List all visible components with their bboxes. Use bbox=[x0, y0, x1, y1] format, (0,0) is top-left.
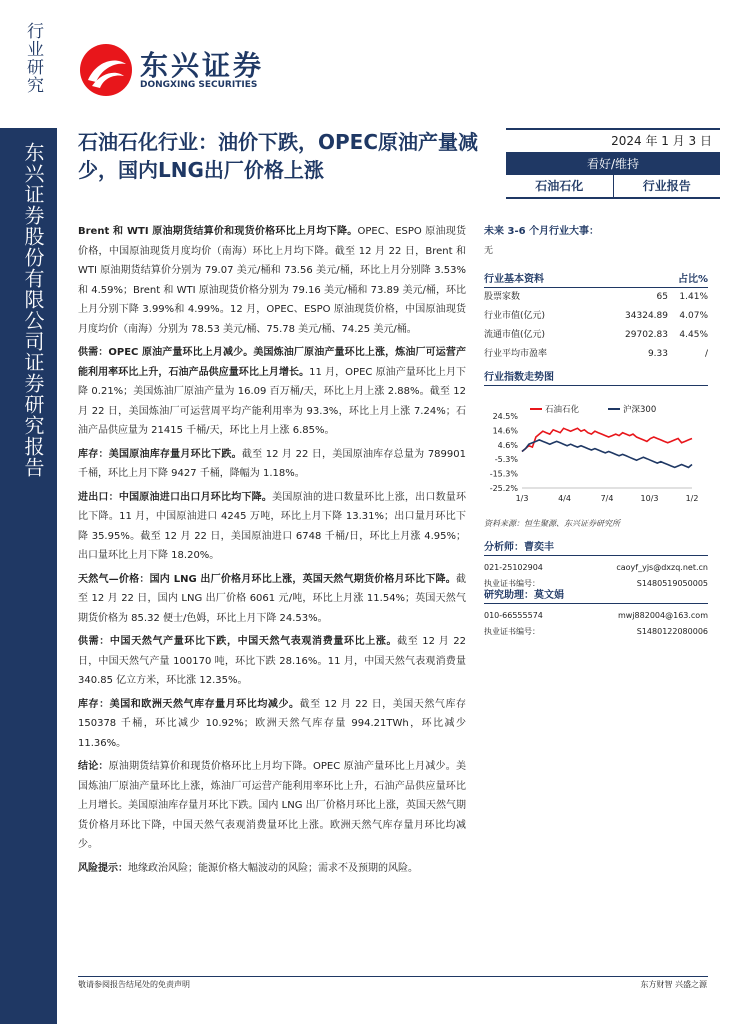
legend-label: 沪深300 bbox=[623, 405, 657, 415]
paragraph-text: 截至 12 月 22 日，国内 LNG 出厂价格 6061 元/吨，环比上月涨 11.54%；英国天然气期货价格为 85.32 便士/色姆，环比上月下降 24.53%。 bbox=[78, 573, 466, 624]
basic-info-cell-label: 股票家数 bbox=[484, 292, 521, 302]
analyst-1-title: 分析师：曹奕丰 bbox=[484, 538, 708, 556]
paragraph-lead: Brent 和 WTI 原油期货结算价和现货价格环比上月均下降。 bbox=[78, 226, 358, 237]
sidebar bbox=[0, 128, 57, 1024]
analyst-2-cert-row bbox=[484, 624, 708, 640]
x-tick-label: 7/4 bbox=[600, 494, 614, 503]
basic-info-row bbox=[484, 288, 708, 307]
paragraph-lead: 库存：美国原油库存量月环比下跌。 bbox=[78, 448, 242, 460]
paragraph-gas-price bbox=[78, 570, 466, 629]
x-tick-label: 1/3 bbox=[515, 494, 529, 503]
paragraph-lead: 结论： bbox=[78, 761, 109, 772]
basic-info-cell-pct: 4.45% bbox=[679, 330, 708, 340]
report-title: 石油石化行业：油价下跌，OPEC原油产量减少，国内LNG出厂价格上涨 bbox=[78, 130, 478, 182]
future-events-value: 无 bbox=[484, 246, 494, 256]
paragraph-lead: 天然气—价格：国内 LNG 出厂价格月环比上涨，英国天然气期货价格月环比下降。 bbox=[78, 573, 456, 585]
paragraph-text: 地缘政治风险；能源价格大幅波动的风险；需求不及预期的风险。 bbox=[128, 862, 418, 874]
analyst-1-contact bbox=[484, 560, 708, 576]
basic-info-cell-pct: 1.41% bbox=[679, 292, 708, 302]
footer-disclaimer: 敬请参阅报告结尾处的免责声明 bbox=[78, 980, 190, 989]
basic-info-cell-label: 行业平均市盈率 bbox=[484, 349, 548, 359]
y-tick-label: -15.3% bbox=[489, 469, 518, 479]
series-line bbox=[522, 440, 692, 468]
paragraph-lead: 供需：OPEC 原油产量环比上月减少。美国炼油厂原油产量环比上涨，炼油厂可运营产能利用率环比上升，石油产品供应量环比上月增长。 bbox=[78, 347, 466, 378]
logo-mark-icon bbox=[78, 42, 134, 98]
paragraph-lead: 风险提示： bbox=[78, 862, 128, 874]
industry-tag: 石油石化 bbox=[535, 179, 584, 193]
industry-index-chart bbox=[484, 388, 708, 513]
analyst-2 bbox=[484, 586, 708, 640]
legend-label: 石油石化 bbox=[545, 405, 580, 415]
paragraph-text: 截至 12 月 22 日，中国天然气产量 100170 吨，环比下跌 28.16%。11 月，中国天然气表观消费量 340.85 亿立方米，环比涨 12.35%。 bbox=[78, 636, 466, 686]
footer-slogan: 东方财智 兴盛之源 bbox=[640, 980, 707, 989]
report-body bbox=[78, 222, 466, 880]
basic-info-cell-pct: / bbox=[704, 349, 708, 359]
basic-info-table bbox=[484, 288, 708, 364]
paragraph-lead: 进出口：中国原油进口出口月环比均下降。 bbox=[78, 491, 273, 503]
future-events-title: 未来 3-6 个月行业大事： bbox=[484, 226, 600, 237]
chart-svg bbox=[484, 388, 708, 513]
analyst-1-phone: 021-25102904 bbox=[484, 563, 543, 572]
analyst-2-phone: 010-66555574 bbox=[484, 611, 543, 620]
paragraph-text: 美国原油的进口数量环比上涨，出口数量环比下降。11 月，中国原油进口 4245 万吨，环比上月下降 13.31%；出口量月环比下降 35.95%。截至 12 月 22 日，美国原油进口 6748 千桶/日，环比上月涨 4.95%；出口量环比上月下降 18.20%。 bbox=[78, 491, 467, 561]
paragraph-lead: 供需：中国天然气产量环比下跌，中国天然气表观消费量环比上涨。 bbox=[78, 636, 398, 647]
paragraph-text: 11 月，OPEC 原油产量环比上月下降 0.21%；美国炼油厂原油产量为 16.09 百万桶/天，环比上月上涨 2.88%。截至 12 月 22 日，美国炼油厂可运营周平均产能利用率为 93.3%，环比上月上涨 7.24%；石油产品供应量为 21415 千桶/天，环比上月上涨 6.85%。 bbox=[78, 366, 466, 436]
basic-info-cell-label: 行业市值(亿元) bbox=[484, 311, 546, 321]
paragraph-gas-supply bbox=[78, 632, 466, 691]
paragraph-price bbox=[78, 222, 466, 339]
x-tick-label: 4/4 bbox=[558, 494, 571, 503]
logo-text-cn: 东兴证券 bbox=[140, 49, 265, 82]
analyst-2-contact bbox=[484, 608, 708, 624]
basic-info-cell-value: 9.33 bbox=[647, 349, 668, 359]
company-vertical-label: 东兴证券股份有限公司证券研究报告 bbox=[21, 142, 45, 478]
sidebar-info bbox=[484, 222, 708, 386]
basic-info-row bbox=[484, 307, 708, 326]
trend-header bbox=[484, 368, 708, 386]
basic-info-cell-value: 34324.89 bbox=[625, 311, 668, 321]
basic-info-row bbox=[484, 326, 708, 345]
tag-row bbox=[506, 175, 720, 199]
analyst-1-cert: S1480519050005 bbox=[636, 579, 708, 588]
y-tick-label: 14.6% bbox=[492, 426, 518, 436]
paragraph-text: 原油期货结算价和现货价格环比上月均下降。OPEC 原油产量环比上月减少。美国炼油厂原油产量环比上涨，炼油厂可运营产能利用率环比上升，石油产品供应量环比上月增长。美国原油库存量月环比下跌。国内 LNG 出厂价格月环比上涨，英国天然气期货价格月环比下降，中国天然气表观消费量环比上涨。欧洲天然气库存量月环比均减少。 bbox=[78, 761, 466, 850]
report-header-box bbox=[506, 128, 720, 199]
paragraph-text: 截至 12 月 22 日，美国天然气库存 150378 千桶，环比减少 10.92%；欧洲天然气库存量 994.21TWh，环比减少 11.36%。 bbox=[78, 698, 467, 749]
report-type-tag: 行业报告 bbox=[613, 175, 721, 197]
y-tick-label: -25.2% bbox=[489, 484, 518, 493]
paragraph-text: 截至 12 月 22 日，美国原油库存总量为 789901 千桶，环比上月下降 9427 千桶，降幅为 1.18%。 bbox=[78, 448, 466, 479]
paragraph-trade bbox=[78, 488, 466, 566]
analyst-2-cert: S1480122080006 bbox=[636, 627, 708, 636]
analyst-2-email[interactable]: mwj882004@163.com bbox=[618, 611, 708, 620]
chart-source: 资料来源：恒生聚源、东兴证券研究所 bbox=[484, 519, 620, 528]
basic-info-cell-label: 流通市值(亿元) bbox=[484, 330, 546, 340]
y-tick-label: -5.3% bbox=[494, 455, 518, 465]
y-tick-label: 24.5% bbox=[492, 412, 518, 421]
paragraph-gas-inventory bbox=[78, 695, 466, 754]
report-date: 2024 年 1 月 3 日 bbox=[506, 128, 720, 153]
basic-info-cell-value: 65 bbox=[656, 292, 668, 302]
paragraph-inventory bbox=[78, 445, 466, 484]
analyst-1 bbox=[484, 538, 708, 592]
basic-info-row bbox=[484, 345, 708, 364]
report-category-label: 行业研究 bbox=[23, 22, 43, 94]
x-tick-label: 10/3 bbox=[640, 494, 659, 503]
company-logo bbox=[78, 42, 278, 98]
series-line bbox=[522, 428, 692, 451]
basic-info-header bbox=[484, 270, 708, 288]
legend-item bbox=[608, 404, 656, 415]
paragraph-supply bbox=[78, 343, 466, 441]
basic-info-title: 行业基本资料 bbox=[484, 274, 544, 285]
logo-text-en: DONGXING SECURITIES bbox=[140, 80, 258, 90]
analyst-1-email[interactable]: caoyf_yjs@dxzq.net.cn bbox=[616, 563, 708, 572]
paragraph-text: OPEC、ESPO 原油现货价格，中国原油现货月度均价（南海）环比上月均下降。截至 12 月 22 日，Brent 和 WTI 原油期货结算价分别为 79.07 美元/桶和 73.56 美元/桶，环比上月分别降 3.53%和 4.59%；Brent 和 WTI 原油现货价格分别为 79.16 美元/桶和 73.89 美元/桶，环比上月分别下降 3.99%和 4.99%。12 月，OPEC、ESPO 原油现货价格，中国原油现货月度均价（南海）分别为 78.53 美元/桶、75.78 美元/桶、74.25 美元/桶。 bbox=[78, 226, 466, 335]
analyst-2-title: 研究助理：莫文娟 bbox=[484, 586, 708, 604]
y-tick-label: 4.6% bbox=[497, 440, 518, 450]
legend-item bbox=[530, 404, 580, 415]
analyst-2-cert-label: 执业证书编号： bbox=[484, 627, 540, 636]
x-tick-label: 1/2 bbox=[685, 494, 699, 503]
paragraph-risk bbox=[78, 859, 466, 879]
basic-info-cell-value: 29702.83 bbox=[625, 330, 668, 340]
paragraph-lead: 库存：美国和欧洲天然气库存量月环比均减少。 bbox=[78, 698, 300, 710]
trend-title: 行业指数走势图 bbox=[484, 372, 554, 383]
sidebar-top bbox=[0, 0, 57, 128]
analyst-1-cert-label: 执业证书编号： bbox=[484, 579, 540, 588]
rating-badge: 看好/维持 bbox=[506, 153, 720, 175]
basic-info-cell-pct: 4.07% bbox=[679, 311, 708, 321]
footer-divider bbox=[78, 976, 708, 977]
basic-info-pct-header: 占比% bbox=[677, 274, 708, 285]
paragraph-conclusion bbox=[78, 757, 466, 855]
